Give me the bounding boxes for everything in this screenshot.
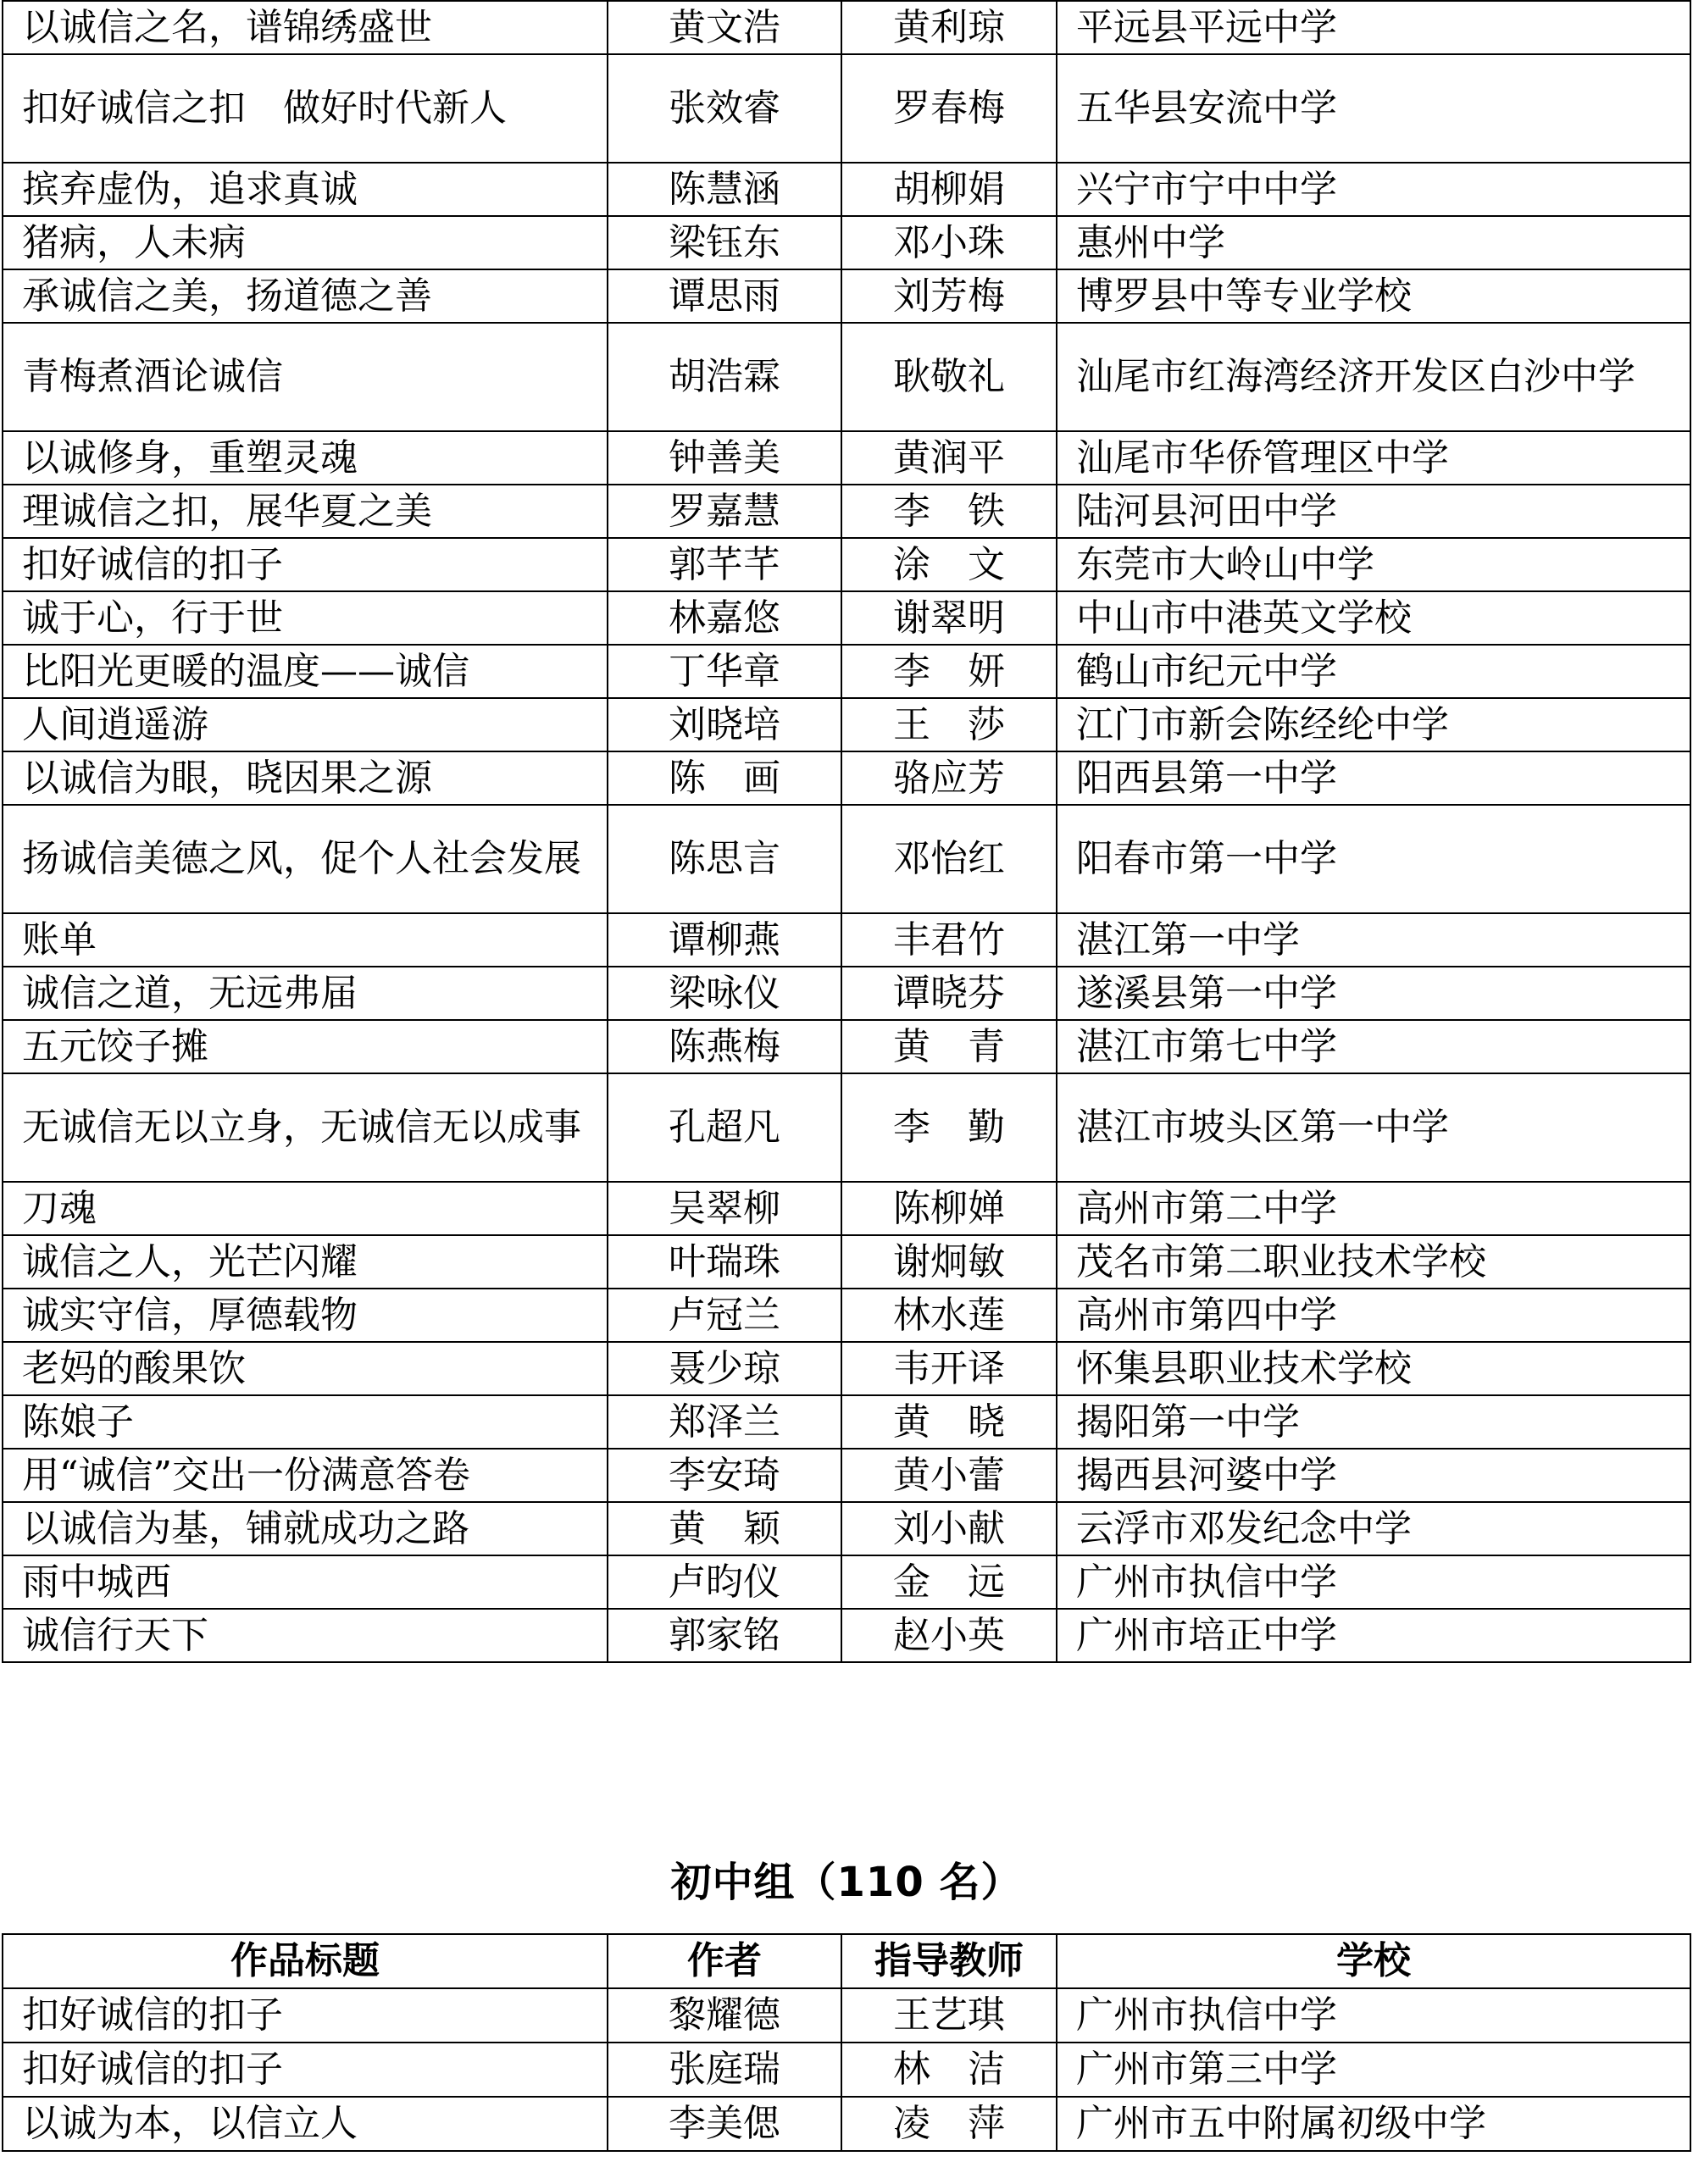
author-cell: 胡浩霖 <box>608 323 841 431</box>
teacher-cell: 刘小献 <box>841 1502 1057 1555</box>
title-cell: 扣好诚信的扣子 <box>3 1988 608 2043</box>
school-cell: 广州市执信中学 <box>1057 1988 1690 2043</box>
school-cell: 平远县平远中学 <box>1057 1 1690 54</box>
author-cell: 谭思雨 <box>608 269 841 323</box>
title-cell: 扣好诚信的扣子 <box>3 538 608 591</box>
section-heading-junior: 初中组（110 名） <box>670 1859 1023 1906</box>
title-cell: 诚实守信，厚德载物 <box>3 1289 608 1342</box>
school-cell: 陆河县河田中学 <box>1057 485 1690 538</box>
school-cell: 博罗县中等专业学校 <box>1057 269 1690 323</box>
author-cell: 陈慧涵 <box>608 163 841 216</box>
teacher-cell: 胡柳娟 <box>841 163 1057 216</box>
teacher-cell: 谢翠明 <box>841 591 1057 645</box>
author-cell: 陈思言 <box>608 805 841 913</box>
author-cell: 聂少琼 <box>608 1342 841 1395</box>
table-header-row <box>3 1934 1690 1988</box>
teacher-cell: 刘芳梅 <box>841 269 1057 323</box>
author-cell: 陈 画 <box>608 751 841 805</box>
title-cell: 雨中城西 <box>3 1555 608 1609</box>
title-cell: 人间逍遥游 <box>3 698 608 751</box>
title-cell: 用“诚信”交出一份满意答卷 <box>3 1449 608 1502</box>
teacher-cell: 谢炯敏 <box>841 1235 1057 1289</box>
school-cell: 湛江市第七中学 <box>1057 1020 1690 1073</box>
table-row <box>3 1235 1690 1289</box>
table-row <box>3 805 1690 913</box>
author-cell: 林嘉悠 <box>608 591 841 645</box>
title-cell: 账单 <box>3 913 608 967</box>
award-table-junior <box>2 1933 1691 2152</box>
school-cell: 怀集县职业技术学校 <box>1057 1342 1690 1395</box>
author-cell: 罗嘉慧 <box>608 485 841 538</box>
header-title: 作品标题 <box>3 1934 608 1988</box>
table-row <box>3 698 1690 751</box>
author-cell: 丁华章 <box>608 645 841 698</box>
teacher-cell: 林水莲 <box>841 1289 1057 1342</box>
teacher-cell: 谭晓芬 <box>841 967 1057 1020</box>
table-row <box>3 1020 1690 1073</box>
author-cell: 陈燕梅 <box>608 1020 841 1073</box>
table-row <box>3 431 1690 485</box>
title-cell: 扬诚信美德之风，促个人社会发展 <box>3 805 608 913</box>
title-cell: 以诚修身，重塑灵魂 <box>3 431 608 485</box>
teacher-cell: 黄 青 <box>841 1020 1057 1073</box>
table-row <box>3 645 1690 698</box>
header-school: 学校 <box>1057 1934 1690 1988</box>
teacher-cell: 邓小珠 <box>841 216 1057 269</box>
school-cell: 广州市培正中学 <box>1057 1609 1690 1662</box>
author-cell: 刘晓培 <box>608 698 841 751</box>
title-cell: 以诚信为眼，晓因果之源 <box>3 751 608 805</box>
school-cell: 江门市新会陈经纶中学 <box>1057 698 1690 751</box>
school-cell: 东莞市大岭山中学 <box>1057 538 1690 591</box>
school-cell: 惠州中学 <box>1057 216 1690 269</box>
author-cell: 孔超凡 <box>608 1073 841 1182</box>
school-cell: 高州市第四中学 <box>1057 1289 1690 1342</box>
school-cell: 广州市五中附属初级中学 <box>1057 2097 1690 2151</box>
title-cell: 猪病，人未病 <box>3 216 608 269</box>
teacher-cell: 黄小蕾 <box>841 1449 1057 1502</box>
teacher-cell: 耿敬礼 <box>841 323 1057 431</box>
author-cell: 李美偲 <box>608 2097 841 2151</box>
teacher-cell: 邓怡红 <box>841 805 1057 913</box>
author-cell: 张效睿 <box>608 54 841 163</box>
school-cell: 中山市中港英文学校 <box>1057 591 1690 645</box>
teacher-cell: 王 莎 <box>841 698 1057 751</box>
title-cell: 诚信之人，光芒闪耀 <box>3 1235 608 1289</box>
teacher-cell: 韦开译 <box>841 1342 1057 1395</box>
author-cell: 卢昀仪 <box>608 1555 841 1609</box>
title-cell: 以诚信之名，谱锦绣盛世 <box>3 1 608 54</box>
title-cell: 诚于心，行于世 <box>3 591 608 645</box>
author-cell: 郭家铭 <box>608 1609 841 1662</box>
school-cell: 广州市第三中学 <box>1057 2043 1690 2097</box>
author-cell: 钟善美 <box>608 431 841 485</box>
title-cell: 承诚信之美，扬道德之善 <box>3 269 608 323</box>
school-cell: 湛江第一中学 <box>1057 913 1690 967</box>
title-cell: 无诚信无以立身，无诚信无以成事 <box>3 1073 608 1182</box>
teacher-cell: 丰君竹 <box>841 913 1057 967</box>
table-row <box>3 1342 1690 1395</box>
table-row <box>3 1289 1690 1342</box>
table-row <box>3 323 1690 431</box>
school-cell: 阳西县第一中学 <box>1057 751 1690 805</box>
title-cell: 诚信之道，无远弗届 <box>3 967 608 1020</box>
teacher-cell: 黄润平 <box>841 431 1057 485</box>
teacher-cell: 涂 文 <box>841 538 1057 591</box>
header-author: 作者 <box>608 1934 841 1988</box>
teacher-cell: 李 勤 <box>841 1073 1057 1182</box>
author-cell: 叶瑞珠 <box>608 1235 841 1289</box>
teacher-cell: 李 妍 <box>841 645 1057 698</box>
author-cell: 黎耀德 <box>608 1988 841 2043</box>
table-row <box>3 1988 1690 2043</box>
teacher-cell: 黄利琼 <box>841 1 1057 54</box>
school-cell: 鹤山市纪元中学 <box>1057 645 1690 698</box>
school-cell: 广州市执信中学 <box>1057 1555 1690 1609</box>
table-row <box>3 485 1690 538</box>
table-row <box>3 967 1690 1020</box>
school-cell: 高州市第二中学 <box>1057 1182 1690 1235</box>
table-row <box>3 216 1690 269</box>
title-cell: 以诚信为基，铺就成功之路 <box>3 1502 608 1555</box>
school-cell: 阳春市第一中学 <box>1057 805 1690 913</box>
author-cell: 张庭瑞 <box>608 2043 841 2097</box>
table-row <box>3 2043 1690 2097</box>
table-row <box>3 1502 1690 1555</box>
table-row <box>3 54 1690 163</box>
table-row <box>3 591 1690 645</box>
school-cell: 汕尾市华侨管理区中学 <box>1057 431 1690 485</box>
title-cell: 以诚为本，以信立人 <box>3 2097 608 2151</box>
school-cell: 兴宁市宁中中学 <box>1057 163 1690 216</box>
teacher-cell: 罗春梅 <box>841 54 1057 163</box>
author-cell: 梁钰东 <box>608 216 841 269</box>
title-cell: 比阳光更暖的温度——诚信 <box>3 645 608 698</box>
school-cell: 云浮市邓发纪念中学 <box>1057 1502 1690 1555</box>
title-cell: 扣好诚信的扣子 <box>3 2043 608 2097</box>
author-cell: 谭柳燕 <box>608 913 841 967</box>
school-cell: 遂溪县第一中学 <box>1057 967 1690 1020</box>
table-row <box>3 1555 1690 1609</box>
award-table-senior <box>2 0 1691 1663</box>
table-row <box>3 2097 1690 2151</box>
table-row <box>3 1609 1690 1662</box>
title-cell: 陈娘子 <box>3 1395 608 1449</box>
table-row <box>3 1395 1690 1449</box>
table-row <box>3 163 1690 216</box>
teacher-cell: 李 铁 <box>841 485 1057 538</box>
table-row <box>3 538 1690 591</box>
title-cell: 刀魂 <box>3 1182 608 1235</box>
title-cell: 诚信行天下 <box>3 1609 608 1662</box>
teacher-cell: 林 洁 <box>841 2043 1057 2097</box>
table-row <box>3 269 1690 323</box>
teacher-cell: 陈柳婵 <box>841 1182 1057 1235</box>
author-cell: 梁咏仪 <box>608 967 841 1020</box>
school-cell: 汕尾市红海湾经济开发区白沙中学 <box>1057 323 1690 431</box>
teacher-cell: 赵小英 <box>841 1609 1057 1662</box>
teacher-cell: 黄 晓 <box>841 1395 1057 1449</box>
school-cell: 五华县安流中学 <box>1057 54 1690 163</box>
title-cell: 扣好诚信之扣 做好时代新人 <box>3 54 608 163</box>
author-cell: 黄文浩 <box>608 1 841 54</box>
author-cell: 吴翠柳 <box>608 1182 841 1235</box>
author-cell: 李安琦 <box>608 1449 841 1502</box>
school-cell: 揭西县河婆中学 <box>1057 1449 1690 1502</box>
author-cell: 郑泽兰 <box>608 1395 841 1449</box>
author-cell: 卢冠兰 <box>608 1289 841 1342</box>
school-cell: 湛江市坡头区第一中学 <box>1057 1073 1690 1182</box>
table-row <box>3 913 1690 967</box>
table-row <box>3 1 1690 54</box>
teacher-cell: 凌 萍 <box>841 2097 1057 2151</box>
title-cell: 老妈的酸果饮 <box>3 1342 608 1395</box>
author-cell: 黄 颖 <box>608 1502 841 1555</box>
school-cell: 揭阳第一中学 <box>1057 1395 1690 1449</box>
table-row <box>3 1182 1690 1235</box>
teacher-cell: 王艺琪 <box>841 1988 1057 2043</box>
table-row <box>3 1073 1690 1182</box>
table-row <box>3 751 1690 805</box>
school-cell: 茂名市第二职业技术学校 <box>1057 1235 1690 1289</box>
title-cell: 理诚信之扣，展华夏之美 <box>3 485 608 538</box>
teacher-cell: 骆应芳 <box>841 751 1057 805</box>
teacher-cell: 金 远 <box>841 1555 1057 1609</box>
table-row <box>3 1449 1690 1502</box>
author-cell: 郭芊芊 <box>608 538 841 591</box>
title-cell: 五元饺子摊 <box>3 1020 608 1073</box>
header-teacher: 指导教师 <box>841 1934 1057 1988</box>
title-cell: 青梅煮酒论诚信 <box>3 323 608 431</box>
title-cell: 摈弃虚伪，追求真诚 <box>3 163 608 216</box>
